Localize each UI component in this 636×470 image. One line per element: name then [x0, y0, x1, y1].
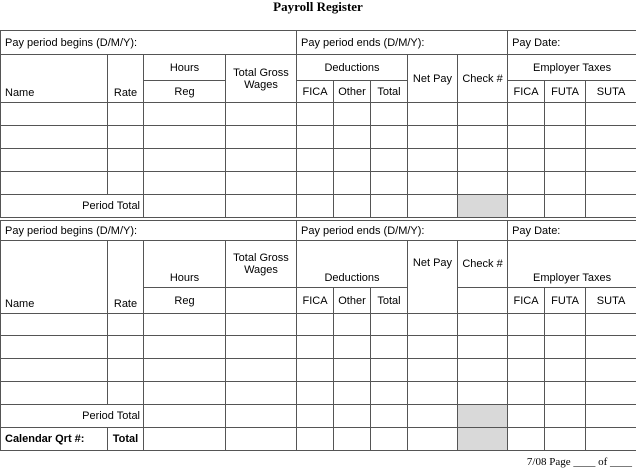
deductions-header: Deductions: [297, 55, 408, 81]
emp-suta-header: SUTA: [586, 288, 636, 314]
period-total-row: [1, 405, 636, 428]
check-no-header: Check #: [458, 55, 508, 103]
period-total-row: [1, 195, 636, 218]
reg-header: Reg: [144, 288, 226, 314]
ded-total-header: Total: [371, 288, 408, 314]
emp-suta-header: SUTA: [586, 81, 636, 103]
employer-taxes-header: Employer Taxes: [508, 55, 636, 81]
calendar-total-label: Total: [108, 428, 144, 451]
pay-date-field[interactable]: Pay Date:: [508, 31, 636, 55]
ded-other-header: Other: [334, 81, 371, 103]
emp-fica-header: FICA: [508, 288, 545, 314]
check-no-header: Check #: [458, 241, 508, 288]
table-row: [1, 172, 636, 195]
emp-fica-header: FICA: [508, 81, 545, 103]
period-begins-field[interactable]: Pay period begins (D/M/Y):: [1, 221, 297, 241]
ded-fica-header: FICA: [297, 288, 334, 314]
payroll-register-top: [0, 30, 636, 218]
hours-header: Hours: [144, 55, 226, 81]
table-row: [1, 382, 636, 405]
total-gross-wages-header: Total Gross Wages: [226, 55, 297, 103]
employer-taxes-header: Employer Taxes: [508, 241, 636, 288]
payroll-register-bottom: [0, 220, 636, 451]
emp-futa-header: FUTA: [545, 81, 586, 103]
page-footer: 7/08 Page ____ of ____: [526, 456, 632, 468]
table-row: [1, 336, 636, 359]
total-gross-wages-header: Total Gross Wages: [226, 241, 297, 288]
hours-header: Hours: [144, 241, 226, 288]
page-title: Payroll Register: [273, 0, 363, 14]
rate-header: Rate: [108, 55, 144, 103]
calendar-total-row: [1, 428, 636, 451]
name-header: Name: [1, 241, 108, 314]
pay-date-field[interactable]: Pay Date:: [508, 221, 636, 241]
ded-other-header: Other: [334, 288, 371, 314]
net-pay-header: Net Pay: [408, 241, 458, 314]
check-shaded-cell: [458, 405, 508, 428]
table-row: [1, 359, 636, 382]
reg-header: Reg: [144, 81, 226, 103]
ded-fica-header: FICA: [297, 81, 334, 103]
check-shaded-cell: [458, 428, 508, 451]
calendar-qrt-label: Calendar Qrt #:: [1, 428, 108, 451]
table-row: [1, 314, 636, 336]
check-shaded-cell: [458, 195, 508, 218]
period-ends-field[interactable]: Pay period ends (D/M/Y):: [297, 31, 508, 55]
ded-total-header: Total: [371, 81, 408, 103]
table-row: [1, 103, 636, 126]
table-row: [1, 126, 636, 149]
table-row: [1, 149, 636, 172]
period-total-label: Period Total: [1, 195, 144, 218]
name-header: Name: [1, 55, 108, 103]
deductions-header: Deductions: [297, 241, 408, 288]
rate-header: Rate: [108, 241, 144, 314]
emp-futa-header: FUTA: [545, 288, 586, 314]
period-total-label: Period Total: [1, 405, 144, 428]
period-begins-field[interactable]: Pay period begins (D/M/Y):: [1, 31, 297, 55]
net-pay-header: Net Pay: [408, 55, 458, 103]
period-ends-field[interactable]: Pay period ends (D/M/Y):: [297, 221, 508, 241]
